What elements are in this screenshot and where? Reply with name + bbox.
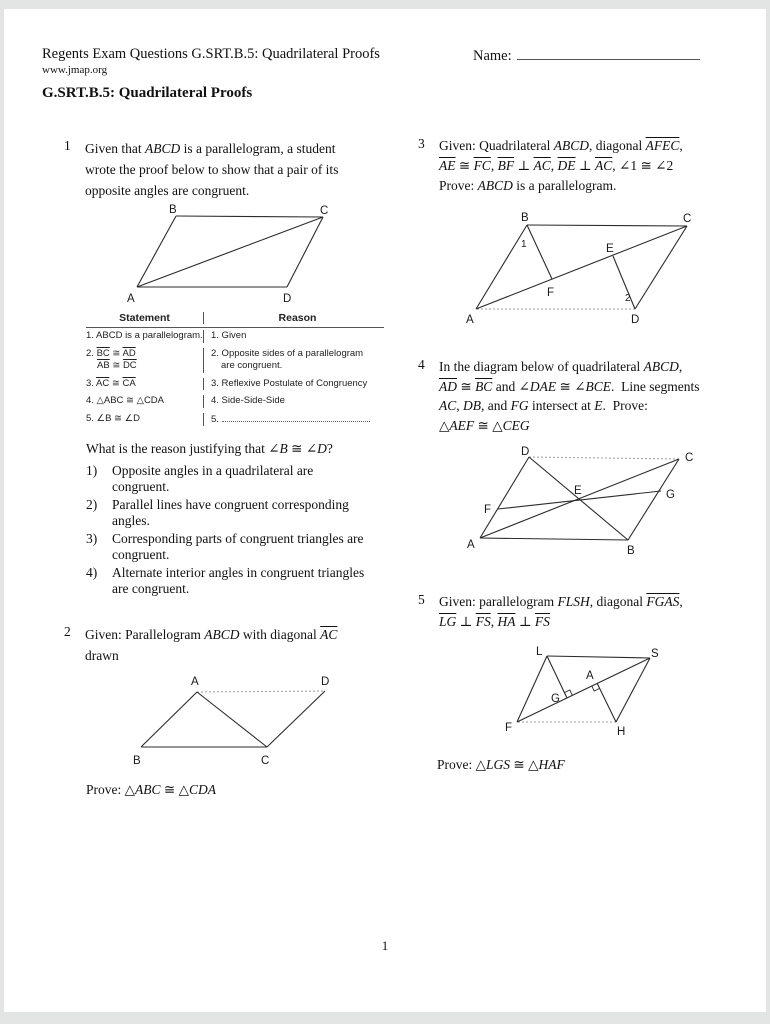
- statement-2: 2. $\overline{BC}$ ≅ $\overline{AD}$: [86, 347, 136, 359]
- question-1-number: 1: [64, 138, 71, 153]
- vertex-label-l: L: [536, 646, 543, 658]
- question-1-text-line: Given that ABCD is a parallelogram, a student: [85, 141, 336, 156]
- choice-4-number: 4): [86, 565, 98, 580]
- point-label-f: F: [547, 287, 555, 299]
- question-1-text-line: opposite angles are congruent.: [85, 183, 250, 198]
- question-3-text-line: $\overline{AE}$ ≅ $\overline{FC}$, $\overline{BF}$ ⊥ $\overline{AC}$, $\overline{DE}$ ⊥ $\overline{AC}$, ∠1 ≅ ∠2: [439, 158, 674, 173]
- choice-4-text: Alternate interior angles in congruent triangles are congruent.: [112, 565, 365, 596]
- question-4: [418, 357, 745, 435]
- point-label-f: F: [484, 504, 492, 516]
- reason-3: 3. Reflexive Postulate of Congruency: [211, 377, 368, 389]
- question-1-text-line: wrote the proof below to show that a pair of its: [85, 162, 339, 177]
- proof-row-3: [86, 376, 384, 394]
- statement-1: 1. ABCD is a parallelogram.: [86, 330, 203, 341]
- side-fl: [517, 656, 547, 722]
- question-3-number: 3: [418, 136, 425, 151]
- choice-2-text: Parallel lines have congruent corresponding angles.: [112, 497, 349, 528]
- question-2-text-line: Given: Parallelogram ABCD with diagonal $\overline{AC}$: [85, 627, 338, 642]
- segment-lg: [547, 656, 567, 698]
- question-4-text-line: △AEF ≅ △CEG: [439, 417, 530, 433]
- choice-3: [86, 531, 394, 562]
- vertex-label-b: B: [627, 545, 635, 557]
- side-bc: [176, 216, 323, 217]
- question-5-prove: Prove: △LGS ≅ △HAF: [437, 757, 565, 772]
- reason-2b: are congruent.: [221, 360, 283, 371]
- vertex-label-d: D: [321, 676, 330, 688]
- proof-row-1: [86, 328, 384, 346]
- page-number: 1: [381, 938, 389, 953]
- site-url: www.jmap.org: [42, 64, 108, 76]
- proof-row-5: [86, 411, 384, 430]
- page-edge-left: [0, 0, 4, 1024]
- vertex-label-s: S: [651, 648, 659, 660]
- reason-4: 4. Side-Side-Side: [211, 395, 285, 406]
- point-label-g: G: [666, 489, 675, 501]
- proof-table: [86, 310, 384, 429]
- question-2-number: 2: [64, 624, 71, 639]
- side-ab: [137, 216, 176, 287]
- page-edge-top: [0, 0, 770, 9]
- vertex-label-b: B: [521, 212, 529, 224]
- vertex-label-b: B: [169, 204, 177, 216]
- statement-3: 3. $\overline{AC}$ ≅ $\overline{CA}$: [86, 377, 136, 389]
- statement-header: Statement: [119, 312, 170, 324]
- document-title: Regents Exam Questions G.SRT.B.5: Quadrilateral Proofs: [42, 46, 380, 62]
- angle-label-1: 1: [521, 239, 527, 250]
- side-sh: [616, 658, 650, 722]
- question-2-prove: Prove: △ABC ≅ △CDA: [86, 782, 216, 797]
- reason-1: 1. Given: [211, 330, 247, 341]
- vertex-label-a: A: [466, 314, 474, 326]
- diagram-q5-parallelogram-flsh: [505, 645, 670, 745]
- diagonal-ac: [197, 692, 267, 747]
- vertex-label-h: H: [617, 726, 626, 738]
- vertex-label-c: C: [320, 205, 329, 217]
- choice-2: [86, 497, 394, 528]
- vertex-label-c: C: [683, 213, 692, 225]
- proof-row-2: [86, 346, 384, 376]
- point-label-e: E: [574, 485, 582, 497]
- side-ba: [480, 538, 628, 540]
- question-3: [418, 136, 745, 196]
- side-cd: [287, 217, 323, 287]
- question-5: [418, 592, 745, 632]
- question-2-text-line: drawn: [85, 648, 119, 663]
- choice-3-text: Corresponding parts of congruent triangles are congruent.: [112, 531, 364, 562]
- vertex-label-d: D: [283, 293, 292, 305]
- choice-3-number: 3): [86, 531, 98, 546]
- question-2: [64, 624, 391, 666]
- diagram-q4-quadrilateral-abcd: [455, 445, 715, 557]
- question-5-text-line: $\overline{LG}$ ⊥ $\overline{FS}$, $\overline{HA}$ ⊥ $\overline{FS}$: [439, 614, 550, 629]
- side-ad: [480, 457, 529, 538]
- question-3-text-line: Prove: ABCD is a parallelogram.: [439, 178, 617, 193]
- reason-2: 2. Opposite sides of a parallelogram: [211, 347, 364, 359]
- side-dc: [267, 691, 325, 747]
- name-field: [473, 46, 700, 65]
- choice-1-text: Opposite angles in a quadrilateral are congruent.: [112, 463, 314, 494]
- diagonal-ac: [480, 459, 679, 538]
- choice-2-number: 2): [86, 497, 98, 512]
- question-5-number: 5: [418, 592, 425, 607]
- point-label-g: G: [551, 693, 560, 705]
- statement-2b: $\overline{AB}$ ≅ $\overline{DC}$: [97, 360, 137, 371]
- vertex-label-c: C: [685, 452, 694, 464]
- side-cd: [635, 226, 687, 309]
- side-ba: [141, 692, 197, 747]
- segment-ed: [613, 256, 635, 309]
- vertex-label-a: A: [467, 539, 475, 551]
- question-4-text-line: $\overline{AD}$ ≅ $\overline{BC}$ and ∠DAE ≅ ∠BCE. Line segments: [439, 378, 700, 394]
- angle-label-2: 2: [625, 293, 631, 304]
- proof-row-4: [86, 393, 384, 411]
- point-label-a: A: [586, 670, 594, 682]
- diagram-q2-parallelogram-abcd: [130, 670, 340, 770]
- vertex-label-b: B: [133, 755, 141, 767]
- diagonal-afec: [476, 226, 687, 309]
- question-4-text-line: In the diagram below of quadrilateral ABCD,: [439, 359, 683, 374]
- question-5-text-line: Given: parallelogram FLSH, diagonal FGAS,: [439, 594, 683, 609]
- side-bc: [527, 225, 687, 226]
- statement-4: 4. △ABC ≅ △CDA: [86, 395, 165, 406]
- side-ad: [197, 691, 325, 692]
- section-title: G.SRT.B.5: Quadrilateral Proofs: [42, 85, 253, 101]
- proof-table-header: [86, 310, 384, 328]
- choice-1-number: 1): [86, 463, 98, 478]
- choice-4: [86, 565, 394, 596]
- choice-1: [86, 463, 394, 494]
- question-4-text-line: AC, DB, and FG intersect at E. Prove:: [439, 398, 648, 413]
- side-dc: [529, 457, 679, 459]
- diagram-q3-quadrilateral-abcd: [455, 212, 725, 330]
- point-label-e: E: [606, 243, 614, 255]
- page-edge-bottom: [0, 1012, 770, 1024]
- side-ab: [476, 225, 527, 309]
- vertex-label-d: D: [631, 314, 640, 326]
- vertex-label-d: D: [521, 446, 530, 458]
- diagonal-db: [529, 457, 628, 540]
- segment-ha: [597, 683, 616, 722]
- reason-5: 5.: [211, 413, 384, 427]
- name-label: Name:: [473, 48, 512, 64]
- side-ls: [547, 656, 650, 658]
- question-4-number: 4: [418, 357, 425, 372]
- diagonal-ac: [137, 217, 323, 287]
- vertex-label-c: C: [261, 755, 270, 767]
- diagonal-fgas: [517, 658, 650, 722]
- question-3-text-line: Given: Quadrilateral ABCD, diagonal AFEC,: [439, 138, 683, 153]
- question-1-prompt-block: [86, 440, 394, 596]
- page-edge-right: [766, 0, 770, 1024]
- diagram-q1-parallelogram-abcd: [100, 203, 390, 309]
- segment-bf: [527, 225, 552, 279]
- vertex-label-f: F: [505, 722, 513, 734]
- vertex-label-a: A: [191, 676, 199, 688]
- vertex-label-a: A: [127, 293, 135, 305]
- reason-header: Reason: [203, 312, 384, 324]
- question-1: [64, 138, 391, 201]
- blank-answer-line: [222, 413, 370, 422]
- statement-5: 5. ∠B ≅ ∠D: [86, 412, 141, 424]
- name-blank-line: [517, 46, 700, 60]
- question-1-prompt: What is the reason justifying that ∠B ≅ ∠D?: [86, 441, 333, 456]
